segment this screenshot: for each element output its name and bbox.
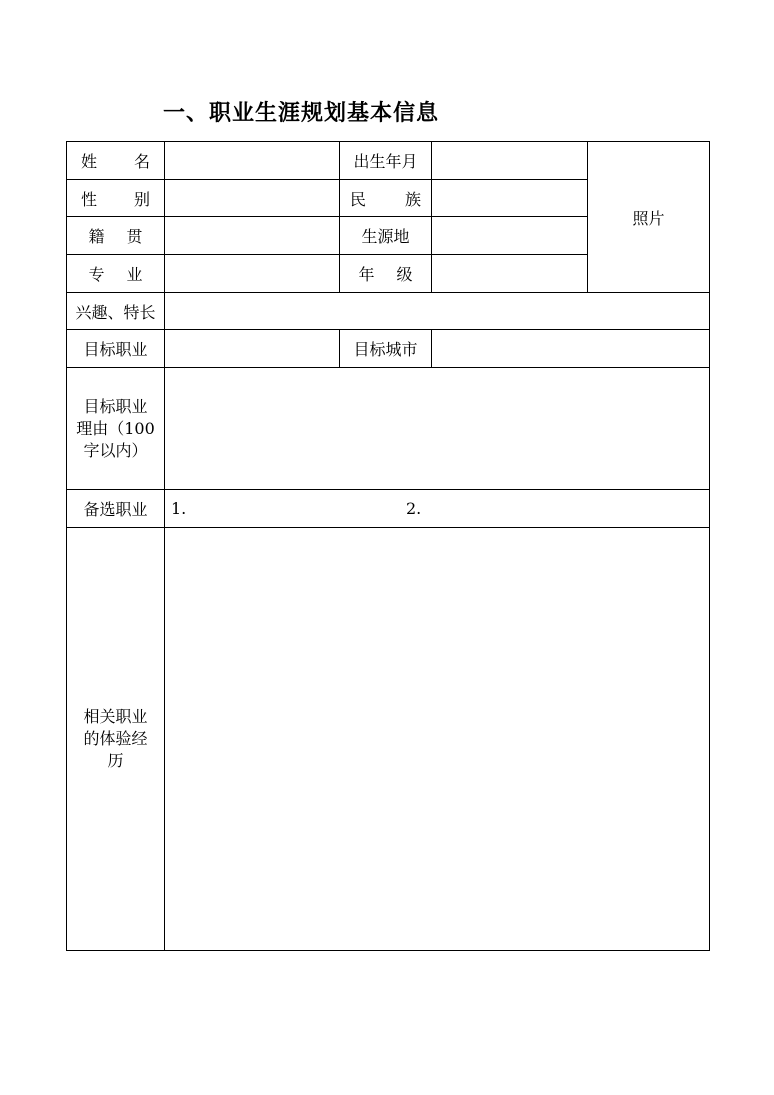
career-info-form [66,141,710,951]
target-job-label: 目标职业 [67,330,165,368]
ethnic-label-char-2: 族 [404,189,421,209]
experience-field[interactable] [165,528,710,951]
name-label [67,142,165,180]
birth-field[interactable] [432,142,588,180]
native-place-label [67,217,165,255]
gender-label-char-1: 性 [81,189,98,209]
experience-label-line-1: 相关职业 [83,707,148,726]
major-label [67,255,165,293]
native-label-char-1: 籍 [88,227,105,246]
major-field[interactable] [165,255,340,293]
name-field[interactable] [165,142,340,180]
gender-field[interactable] [165,180,340,217]
target-job-field[interactable] [165,330,340,368]
major-label-char-1: 专 [88,265,105,284]
row-experience [67,528,710,951]
gender-label [67,180,165,217]
experience-label-line-2: 的体验经 [83,729,148,748]
row-alternative [67,490,710,528]
row-target [67,330,710,368]
reason-label-line-3: 字以内） [83,440,148,460]
target-city-field[interactable] [432,330,710,368]
reason-field[interactable] [165,368,710,490]
page-title: 一、职业生涯规划基本信息 [163,101,440,126]
photo-box[interactable] [588,142,710,293]
native-label-char-2: 贯 [126,227,143,246]
grade-field[interactable] [432,255,588,293]
target-city-label: 目标城市 [340,330,432,368]
origin-label: 生源地 [340,217,432,255]
experience-label [67,528,165,951]
ethnic-field[interactable] [432,180,588,217]
major-label-char-2: 业 [126,265,143,284]
interest-field[interactable] [165,293,710,330]
reason-label [67,368,165,490]
row-reason [67,368,710,490]
photo-label: 照片 [632,208,665,228]
birth-label: 出生年月 [340,142,432,180]
alternative-job-label: 备选职业 [67,490,165,528]
alternative-job-field[interactable] [165,490,710,528]
alternative-job-1-marker: 1. [171,499,187,518]
name-label-char-1: 姓 [81,152,98,171]
row-name [67,142,710,180]
experience-label-line-3: 历 [107,751,124,770]
name-label-char-2: 名 [133,152,150,171]
origin-field[interactable] [432,217,588,255]
gender-label-char-2: 别 [133,189,150,209]
ethnic-label-char-1: 民 [350,189,367,209]
alternative-job-2-marker: 2. [406,499,422,518]
grade-label [340,255,432,293]
row-interest [67,293,710,330]
interest-label: 兴趣、特长 [67,293,165,330]
reason-label-line-1: 目标职业 [83,396,148,416]
ethnic-label [340,180,432,217]
native-place-field[interactable] [165,217,340,255]
grade-label-char-1: 年 [358,265,375,284]
grade-label-char-2: 级 [396,265,413,284]
reason-label-line-2: 理由（100 [76,418,155,438]
